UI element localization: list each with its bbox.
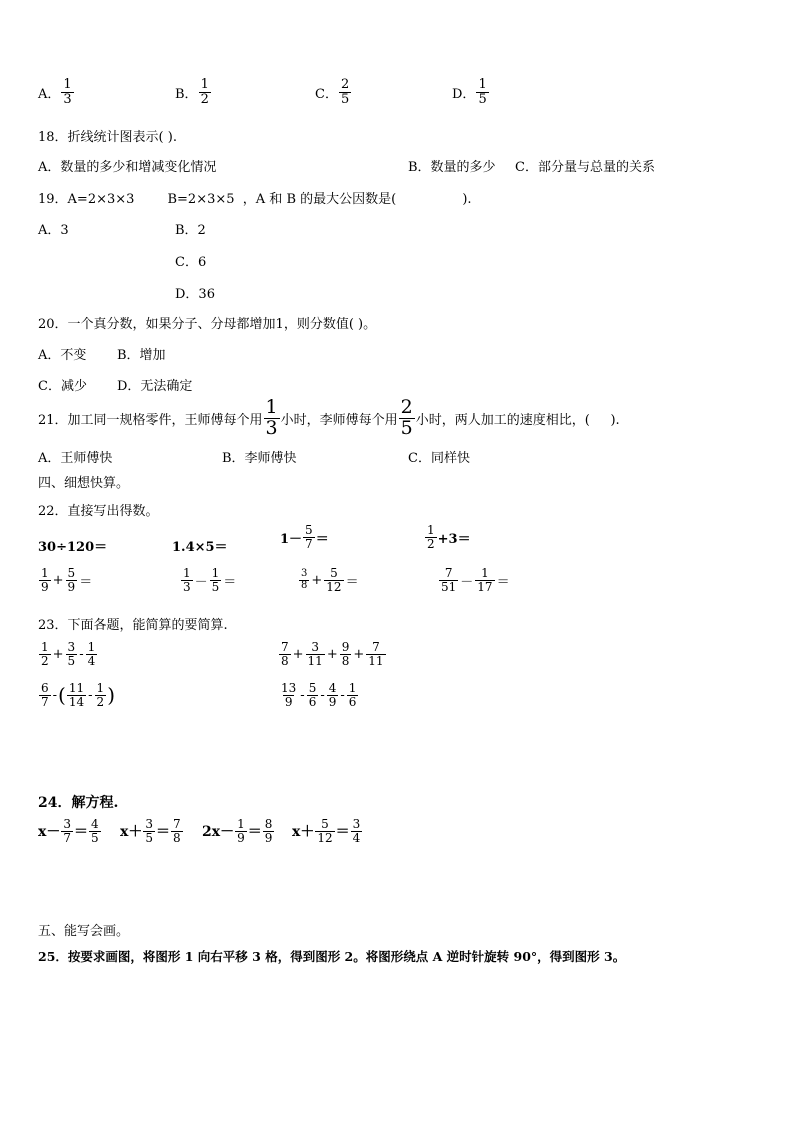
q22-expr-7: $\frac{3}{8}$ + $\frac{5}{12}$ ＝ xyxy=(301,566,359,594)
fraction: $\frac{1}{9}$ xyxy=(237,817,245,845)
q24-equation-3: 2x－ $\frac{1}{9}$ ＝ $\frac{8}{9}$ xyxy=(202,817,273,845)
q22-expr-5: $\frac{1}{9}$ + $\frac{5}{9}$ ＝ xyxy=(41,566,93,594)
q21-stem: 21．加工同一规格零件，王师傅每个用 $\frac{1}{3}$ 小时，李师傅每个用 $\frac{2}{5}$ 小时，两人加工的速度相比，( ). xyxy=(38,396,620,439)
q21-option-a: A．王师傅快 xyxy=(38,451,113,466)
fraction: $\frac{3}{11}$ xyxy=(307,640,323,668)
fraction: $\frac{1}{3}$ xyxy=(183,566,191,594)
fraction: $\frac{7}{11}$ xyxy=(368,640,384,668)
fraction: $\frac{1}{3}$ xyxy=(63,77,72,107)
q22-expr-6: $\frac{1}{3}$ － $\frac{1}{5}$ ＝ xyxy=(183,566,237,594)
fraction: $\frac{1}{2}$ xyxy=(200,77,209,107)
q17-option-d: D． $\frac{1}{5}$ xyxy=(452,77,487,107)
q20-option-d: D．无法确定 xyxy=(117,379,193,394)
fraction: $\frac{1}{5}$ xyxy=(478,77,487,107)
q19-stem: 19．A=2×3×3 B=2×3×5 ，A 和 B 的最大公因数是( ). xyxy=(38,192,472,207)
q20-option-a: A．不变 xyxy=(38,348,87,363)
q25-stem: 25．按要求画图，将图形 1 向右平移 3 格，得到图形 2。将图形绕点 A 逆时针旋转 90°，得到图形 3。 xyxy=(38,949,626,964)
q19-option-b: B．2 xyxy=(175,223,206,238)
q24-equation-2: x＋ $\frac{3}{5}$ ＝ $\frac{7}{8}$ xyxy=(120,817,181,845)
fraction: $\frac{2}{5}$ xyxy=(340,77,350,107)
q20-option-b: B．增加 xyxy=(117,348,166,363)
fraction: $\frac{1}{2}$ xyxy=(41,640,49,668)
fraction: $\frac{8}{9}$ xyxy=(264,817,273,845)
fraction: $\frac{5}{12}$ xyxy=(326,566,342,594)
q20-option-c: C．减少 xyxy=(38,379,87,394)
q19-option-d: D．36 xyxy=(175,287,215,302)
fraction: $\frac{5}{9}$ xyxy=(67,566,76,594)
fraction: $\frac{1}{2}$ xyxy=(427,523,435,551)
q18-stem: 18．折线统计图表示( ). xyxy=(38,130,177,145)
fraction: $\frac{1}{9}$ xyxy=(41,566,49,594)
q17-option-b: B． $\frac{1}{2}$ xyxy=(175,77,209,107)
fraction: $\frac{1}{17}$ xyxy=(477,566,493,594)
q22-expr-8: $\frac{7}{51}$ － $\frac{1}{17}$ ＝ xyxy=(441,566,510,594)
fraction: $\frac{3}{7}$ xyxy=(63,817,71,845)
fraction: $\frac{5}{12}$ xyxy=(317,817,333,845)
q24-equation-1: x－ $\frac{3}{7}$ ＝ $\frac{4}{5}$ xyxy=(38,817,99,845)
q21-option-c: C．同样快 xyxy=(408,451,470,466)
q23-expr-2: $\frac{7}{8}$ + $\frac{3}{11}$ + $\frac{9}{8}$ + $\frac{7}{11}$ xyxy=(281,640,384,668)
fraction: $\frac{7}{8}$ xyxy=(281,640,289,668)
fraction: $\frac{9}{8}$ xyxy=(341,640,350,668)
section-5-title: 五、能写会画。 xyxy=(38,924,130,939)
q22-expr-4: $\frac{1}{2}$ +3＝ xyxy=(427,523,471,551)
q23-expr-3: $\frac{6}{7}$ - ( $\frac{11}{14}$ - $\frac{1}{2}$ ) xyxy=(41,681,115,709)
section-4-title: 四、细想快算。 xyxy=(38,476,130,491)
q22-expr-2: 1.4×5＝ xyxy=(172,540,228,555)
fraction: $\frac{1}{5}$ xyxy=(211,566,220,594)
fraction: $\frac{13}{9}$ xyxy=(281,681,297,709)
fraction: $\frac{5}{6}$ xyxy=(308,681,317,709)
fraction: $\frac{1}{3}$ xyxy=(265,396,278,439)
q19-option-a: A．3 xyxy=(38,223,69,238)
fraction: $\frac{3}{5}$ xyxy=(67,640,76,668)
fraction: $\frac{3}{5}$ xyxy=(145,817,153,845)
fraction: $\frac{1}{6}$ xyxy=(348,681,357,709)
q22-expr-3: 1－ $\frac{5}{7}$ ＝ xyxy=(280,523,329,551)
fraction: $\frac{7}{51}$ xyxy=(441,566,457,594)
q20-stem: 20．一个真分数，如果分子、分母都增加1，则分数值( )。 xyxy=(38,317,377,332)
fraction: $\frac{4}{9}$ xyxy=(328,681,337,709)
q24-stem: 24．解方程. xyxy=(38,795,119,811)
q17-option-a: A． $\frac{1}{3}$ xyxy=(38,77,72,107)
fraction: $\frac{7}{8}$ xyxy=(173,817,181,845)
q22-stem: 22．直接写出得数。 xyxy=(38,504,159,519)
q23-expr-4: $\frac{13}{9}$ - $\frac{5}{6}$ - $\frac{4}{9}$ - $\frac{1}{6}$ xyxy=(281,681,357,709)
fraction: $\frac{2}{5}$ xyxy=(400,396,413,439)
fraction: $\frac{4}{5}$ xyxy=(91,817,99,845)
q21-option-b: B．李师傅快 xyxy=(222,451,297,466)
fraction: $\frac{5}{7}$ xyxy=(305,523,313,551)
q17-option-c: C． $\frac{2}{5}$ xyxy=(315,77,350,107)
q24-equation-4: x＋ $\frac{5}{12}$ ＝ $\frac{3}{4}$ xyxy=(292,817,361,845)
q23-expr-1: $\frac{1}{2}$ + $\frac{3}{5}$ - $\frac{1}{4}$ xyxy=(41,640,96,668)
fraction: $\frac{1}{4}$ xyxy=(87,640,96,668)
fraction: $\frac{11}{14}$ xyxy=(68,681,85,709)
fraction: $\frac{3}{4}$ xyxy=(352,817,361,845)
fraction: $\frac{3}{8}$ xyxy=(301,568,308,591)
q22-expr-1: 30÷120＝ xyxy=(38,540,108,555)
q18-option-b: B．数量的多少 xyxy=(408,160,496,175)
q23-stem: 23．下面各题，能简算的要简算. xyxy=(38,618,228,633)
fraction: $\frac{1}{2}$ xyxy=(96,681,105,709)
fraction: $\frac{6}{7}$ xyxy=(41,681,49,709)
q18-option-a: A．数量的多少和增减变化情况 xyxy=(38,160,217,175)
q18-option-c: C．部分量与总量的关系 xyxy=(515,160,655,175)
q19-option-c: C．6 xyxy=(175,255,207,270)
